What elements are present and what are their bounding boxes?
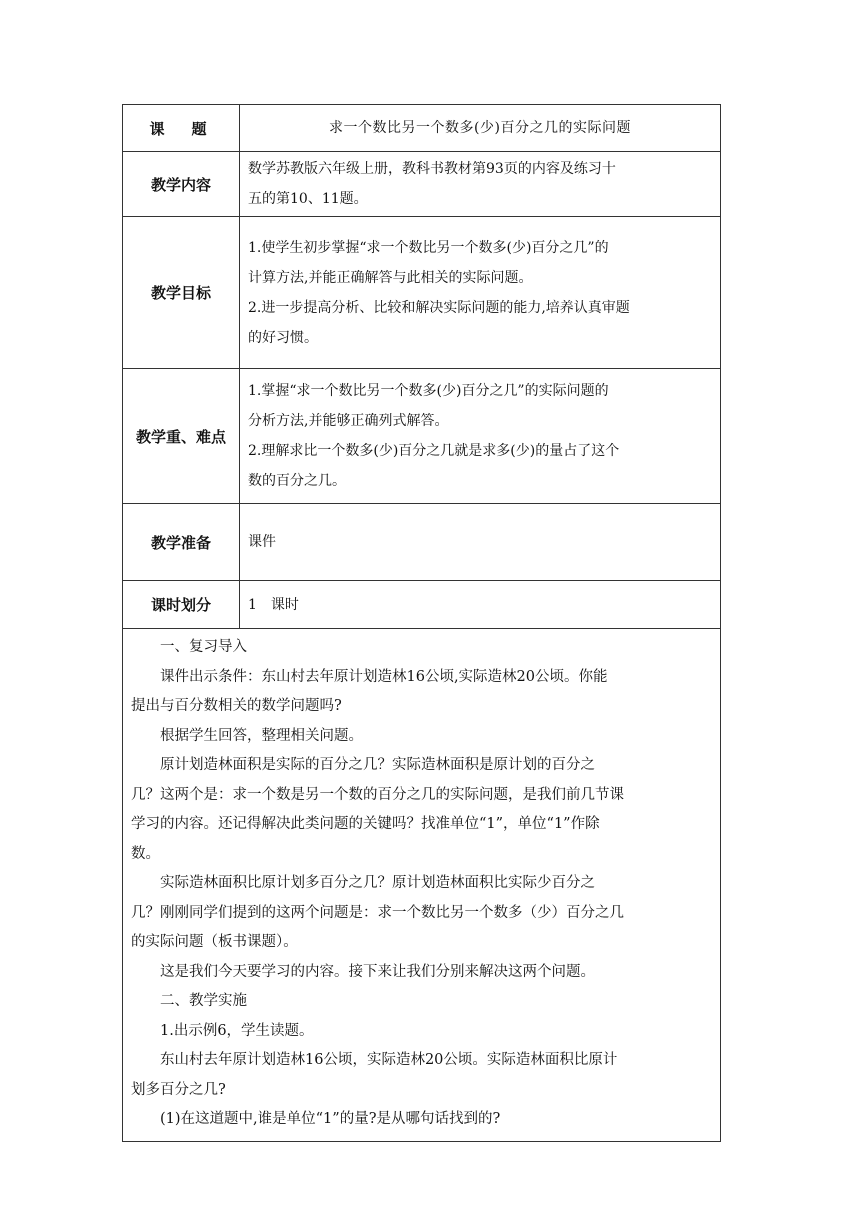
process-line: (1)在这道题中,谁是单位“1”的量?是从哪句话找到的? — [160, 1111, 501, 1127]
process-line: 课件出示条件：东山村去年原计划造林16公顷,实际造林20公顷。你能 — [160, 668, 608, 685]
content-line: 数学苏教版六年级上册，教科书教材第93页的内容及练习十 — [248, 161, 616, 177]
keypoint-line: 1.掌握“求一个数比另一个数多(少)百分之几”的实际问题的 — [248, 383, 609, 399]
goal-line: 2.进一步提高分析、比较和解决实际问题的能力,培养认真审题 — [248, 299, 630, 316]
goal-line: 1.使学生初步掌握“求一个数比另一个数多(少)百分之几”的 — [248, 239, 609, 256]
row-prep — [123, 504, 721, 581]
title-label: 课 题 — [123, 105, 240, 152]
process-line: 划多百分之几? — [131, 1081, 226, 1098]
keypoint-line: 分析方法,并能够正确列式解答。 — [248, 413, 449, 429]
goal-line: 计算方法,并能正确解答与此相关的实际问题。 — [248, 269, 533, 286]
content-line: 五的第10、11题。 — [248, 191, 368, 207]
period-value: 1 课时 — [240, 581, 721, 629]
process-cell — [123, 629, 721, 1142]
process-line: 的实际问题（板书课题）。 — [131, 934, 298, 950]
process-line: 一、复习导入 — [160, 639, 247, 655]
row-period — [123, 581, 721, 629]
process-line: 学习的内容。还记得解决此类问题的关键吗？找准单位“1”，单位“1”作除 — [131, 816, 600, 832]
process-line: 东山村去年原计划造林16公顷，实际造林20公顷。实际造林面积比原计 — [160, 1052, 618, 1068]
goals-cell — [240, 217, 721, 369]
row-keypoints — [123, 369, 721, 504]
keypoint-line: 2.理解求比一个数多(少)百分之几就是求多(少)的量占了这个 — [248, 443, 620, 459]
keypoints-cell — [240, 369, 721, 504]
process-line: 数。 — [131, 845, 160, 862]
prep-value: 课件 — [240, 504, 721, 581]
content-cell — [240, 152, 721, 217]
process-line: 这是我们今天要学习的内容。接下来让我们分别来解决这两个问题。 — [160, 963, 595, 980]
process-line: 实际造林面积比原计划多百分之几？原计划造林面积比实际少百分之 — [160, 875, 595, 891]
row-process — [123, 629, 721, 1142]
goal-line: 的好习惯。 — [248, 329, 318, 346]
row-content — [123, 152, 721, 217]
prep-label: 教学准备 — [123, 504, 240, 581]
process-line: 提出与百分数相关的数学问题吗? — [131, 698, 342, 714]
process-line: 原计划造林面积是实际的百分之几？实际造林面积是原计划的百分之 — [160, 757, 595, 773]
keypoint-line: 数的百分之几。 — [248, 473, 346, 489]
keypoints-label: 教学重、难点 — [123, 369, 240, 504]
row-title — [123, 105, 721, 152]
row-goals — [123, 217, 721, 369]
process-line: 1.出示例6，学生读题。 — [160, 1022, 314, 1039]
lesson-title: 求一个数比另一个数多(少)百分之几的实际问题 — [240, 105, 721, 152]
process-line: 二、教学实施 — [160, 993, 247, 1009]
goals-label: 教学目标 — [123, 217, 240, 369]
content-label: 教学内容 — [123, 152, 240, 217]
lesson-plan-table — [122, 104, 721, 1142]
period-label: 课时划分 — [123, 581, 240, 629]
process-line: 根据学生回答，整理相关问题。 — [160, 727, 363, 744]
process-line: 几？这两个是：求一个数是另一个数的百分之几的实际问题，是我们前几节课 — [131, 786, 624, 803]
process-line: 几？刚刚同学们提到的这两个问题是：求一个数比另一个数多（少）百分之几 — [131, 904, 624, 921]
